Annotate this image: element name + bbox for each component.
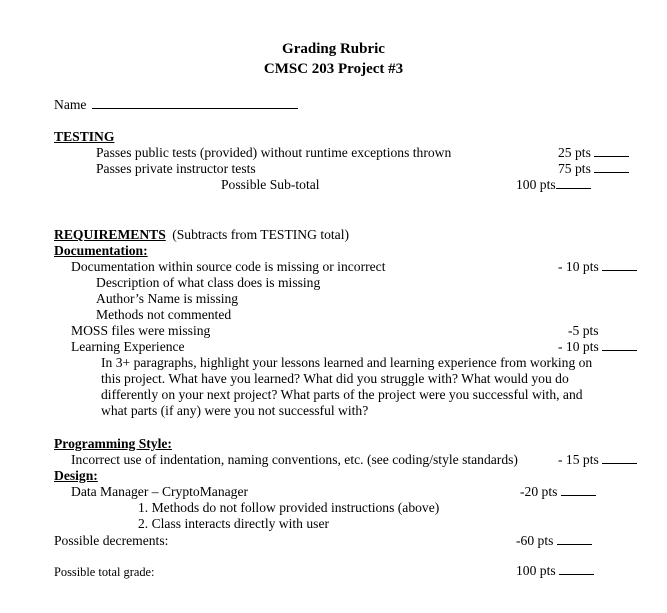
design-item-label: Data Manager – CryptoManager	[71, 484, 249, 499]
design-heading: Design:	[54, 468, 98, 483]
name-label: Name	[54, 97, 87, 112]
testing-subtotal-label: Possible Sub-total	[221, 177, 320, 192]
learning-blank[interactable]	[602, 339, 637, 351]
learning-text-line: differently on your next project? What parts of the project were you successful with, and	[101, 387, 583, 402]
documentation-heading: Documentation:	[54, 243, 148, 258]
testing-subtotal-points: 100 pts	[516, 177, 556, 192]
learning-label: Learning Experience	[71, 339, 185, 354]
programming-style-item-points: - 15 pts	[558, 452, 599, 467]
decrements-score	[516, 533, 592, 549]
moss-label: MOSS files were missing	[71, 323, 211, 338]
learning-text-line: this project. What have you learned? What did you struggle with? What would you do	[101, 371, 569, 386]
total-blank[interactable]	[559, 563, 594, 575]
documentation-item-score	[558, 259, 637, 275]
requirements-note: (Subtracts from TESTING total)	[172, 227, 350, 242]
documentation-item-blank[interactable]	[602, 259, 637, 271]
decrements-label: Possible decrements:	[54, 533, 169, 548]
moss-points: -5 pts	[568, 323, 599, 338]
learning-text-line: what parts (if any) were you not successful with?	[101, 403, 369, 418]
testing-item-public-points: 25 pts	[558, 145, 591, 160]
requirements-heading: REQUIREMENTS	[54, 227, 166, 242]
testing-subtotal-score	[516, 177, 591, 193]
total-points: 100 pts	[516, 563, 556, 578]
testing-heading: TESTING	[54, 129, 115, 144]
name-blank[interactable]	[92, 97, 298, 109]
programming-style-item-score	[558, 452, 637, 468]
documentation-sub-item: Author’s Name is missing	[96, 291, 239, 306]
total-score	[516, 563, 594, 579]
programming-style-item-label: Incorrect use of indentation, naming conventions, etc. (see coding/style standards)	[71, 452, 518, 467]
programming-style-heading: Programming Style:	[54, 436, 172, 451]
design-item-points: -20 pts	[520, 484, 558, 499]
documentation-item-points: - 10 pts	[558, 259, 599, 274]
design-sub-item: 2. Class interacts directly with user	[138, 516, 330, 531]
testing-item-public-blank[interactable]	[594, 145, 629, 157]
requirements-heading-row	[54, 227, 349, 243]
programming-style-item-blank[interactable]	[602, 452, 637, 464]
design-sub-item: 1. Methods do not follow provided instructions (above)	[138, 500, 440, 515]
name-row	[54, 97, 298, 113]
testing-item-private-points: 75 pts	[558, 161, 591, 176]
testing-item-public-label: Passes public tests (provided) without runtime exceptions thrown	[96, 145, 452, 160]
decrements-points: -60 pts	[516, 533, 554, 548]
documentation-sub-item: Description of what class does is missing	[96, 275, 321, 290]
learning-score	[558, 339, 637, 355]
testing-item-private-label: Passes private instructor tests	[96, 161, 256, 176]
testing-subtotal-blank[interactable]	[556, 177, 591, 189]
rubric-title: Grading Rubric	[282, 41, 385, 57]
learning-points: - 10 pts	[558, 339, 599, 354]
rubric-subtitle: CMSC 203 Project #3	[263, 61, 404, 77]
total-label: Possible total grade:	[54, 565, 155, 579]
documentation-sub-item: Methods not commented	[96, 307, 232, 322]
learning-text-line: In 3+ paragraphs, highlight your lessons learned and learning experience from working on	[101, 355, 593, 370]
testing-item-private-score	[558, 161, 629, 177]
design-item-score	[520, 484, 596, 500]
documentation-item-label: Documentation within source code is missing or incorrect	[71, 259, 386, 274]
testing-item-private-blank[interactable]	[594, 161, 629, 173]
design-item-blank[interactable]	[561, 484, 596, 496]
testing-item-public-score	[558, 145, 629, 161]
decrements-blank[interactable]	[557, 533, 592, 545]
